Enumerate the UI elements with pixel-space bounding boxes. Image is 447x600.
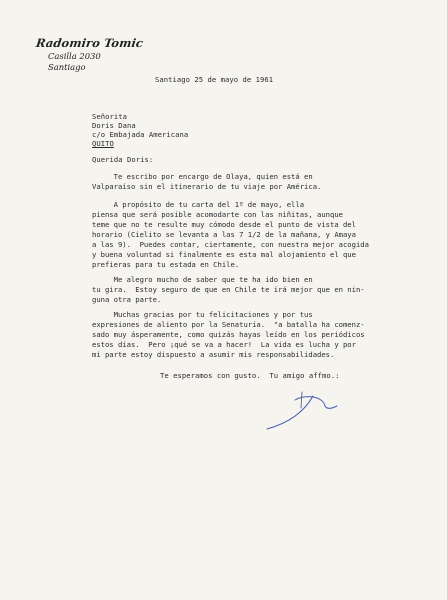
paragraph-line: mi parte estoy dispuesto a asumir mis responsabilidades. (92, 350, 335, 359)
letterhead-name: Radomiro Tomic (35, 36, 145, 50)
letterhead (36, 36, 146, 72)
recipient-name: Doris Dana (92, 121, 136, 130)
letterhead-address-line-2: Santiago (48, 62, 86, 72)
paragraph-line: Muchas gracias por tu felicitaciones y por tus (92, 310, 313, 319)
paragraph-line: prefieras para tu estada en Chile. (92, 260, 240, 269)
recipient-address: c/o Embajada Americana (92, 130, 189, 139)
paragraph-line: Te escribo por encargo de Olaya, quien está en (92, 172, 313, 181)
paragraph-line: guna otra parte. (92, 295, 162, 304)
paragraph-line: y buena voluntad si finalmente es esta mal alojamiento el que (92, 250, 356, 259)
handwritten-signature (255, 384, 340, 434)
paragraph-line: tu gira. Estoy seguro de que en Chile te irá mejor que en nin- (92, 285, 365, 294)
paragraph-1 (92, 172, 374, 192)
paragraph-line: expresiones de aliento por la Senaturía. "a batalla ha comenz- (92, 320, 365, 329)
paragraph-line: horario (Cielito se levanta a las 7 1/2 de la mañana, y Amaya (92, 230, 356, 239)
paragraph-line: Valparaíso sin el itinerario de tu viaje por América. (92, 182, 322, 191)
paragraph-3 (92, 275, 374, 305)
recipient-city: QUITO (92, 139, 114, 148)
paragraph-line: teme que no te resulte muy cómodo desde el punto de vista del (92, 220, 356, 229)
paragraph-2 (92, 200, 374, 270)
letterhead-address-line-1: Casilla 2030 (48, 51, 101, 61)
closing-line: Te esperamos con gusto. Tu amigo affmo.: (160, 371, 340, 380)
paragraph-line: Me alegro mucho de saber que te ha ido bien en (92, 275, 313, 284)
paragraph-line: A propósito de tu carta del 1º de mayo, ella (92, 200, 305, 209)
paragraph-line: a las 9). Puedes contar, ciertamente, con nuestra mejor acogida (92, 240, 369, 249)
paragraph-4 (92, 310, 374, 360)
paragraph-line: piensa que será posible acomodarte con las niñitas, aunque (92, 210, 343, 219)
date-line: Santiago 25 de mayo de 1961 (155, 75, 274, 84)
salutation: Querida Doris: (92, 155, 154, 164)
paragraph-line: sado muy ásperamente, como quizás hayas leído en los periódicos (92, 330, 365, 339)
recipient-title: Señorita (92, 112, 128, 121)
paragraph-line: estos días. Pero ¡qué se va a hacer! La vida es lucha y por (92, 340, 356, 349)
